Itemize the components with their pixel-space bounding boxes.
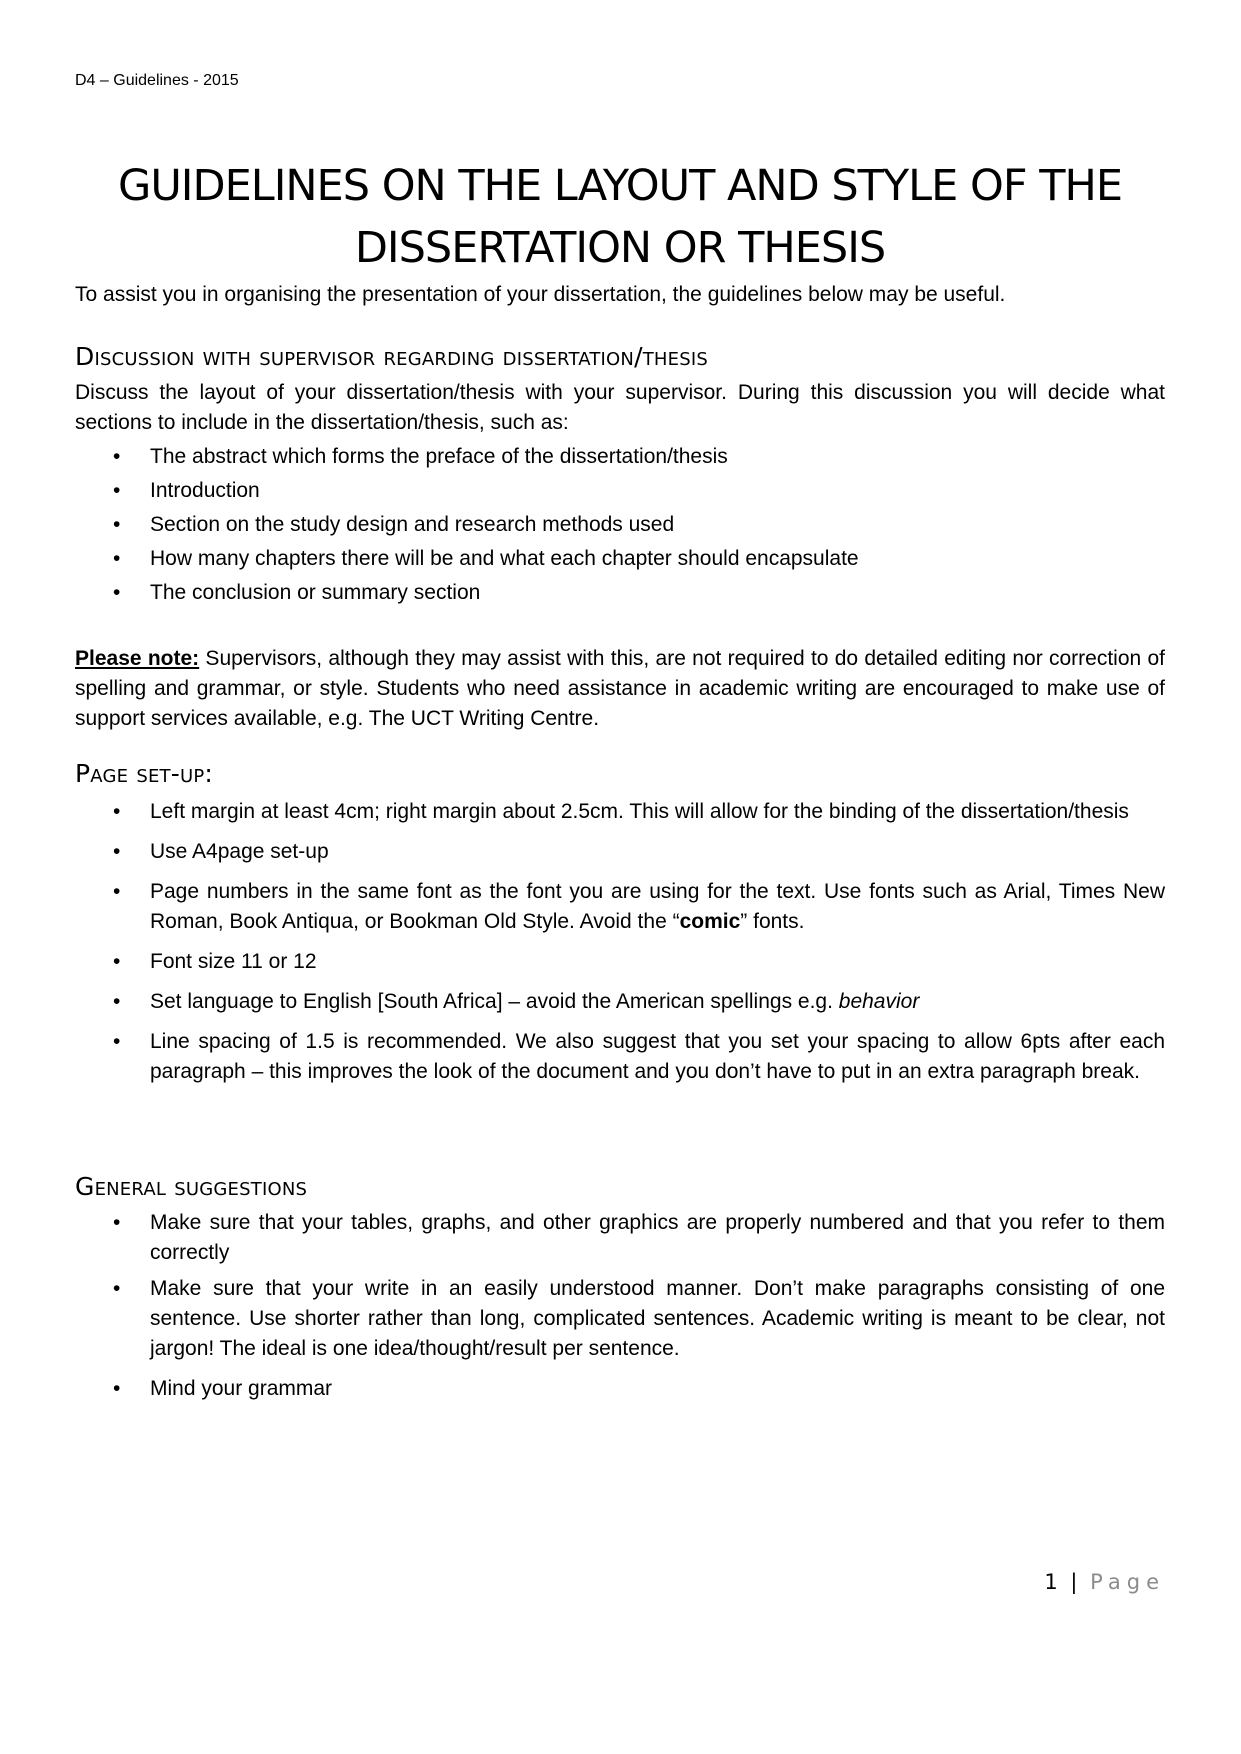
intro-paragraph: To assist you in organising the presentation of your dissertation, the guidelines below may be useful.: [75, 283, 1006, 306]
bullet-icon: •: [113, 445, 121, 468]
bullet-icon: •: [113, 1277, 121, 1300]
list-item: • Line spacing of 1.5 is recommended. We also suggest that you set your spacing to allow 6pts after each paragraph – this improves the look of the document and you don’t have to put in an extra paragraph break.: [75, 1027, 1165, 1087]
list-item: • Section on the study design and research methods used: [75, 510, 1165, 540]
page-setup-heading: Page set-up:: [75, 759, 214, 788]
document-header: D4 – Guidelines - 2015: [75, 72, 239, 89]
page-label: Page: [1090, 1570, 1165, 1594]
list-item: • The abstract which forms the preface of the dissertation/thesis: [75, 442, 1165, 472]
list-item: • Left margin at least 4cm; right margin about 2.5cm. This will allow for the binding of the dissertation/thesis: [75, 797, 1165, 827]
bullet-icon: •: [113, 1211, 121, 1234]
list-item: • Mind your grammar: [75, 1374, 1165, 1404]
note-label: Please note:: [75, 647, 200, 670]
page-setup-list: [75, 797, 1165, 1087]
discussion-section: [75, 340, 1165, 608]
page-number: 1: [1044, 1570, 1061, 1594]
bullet-icon: •: [113, 1030, 121, 1053]
bullet-icon: •: [113, 800, 121, 823]
list-item: • Introduction: [75, 476, 1165, 506]
bullet-icon: •: [113, 479, 121, 502]
note-text: Supervisors, although they may assist with this, are not required to do detailed editing nor correction of spelling and grammar, or style. Students who need assistance in academic writing are encouraged to make use of support services available, e.g. The UCT Writing Centre.: [75, 647, 1165, 730]
bullet-icon: •: [113, 1377, 121, 1400]
general-heading: General suggestions: [75, 1172, 308, 1201]
page-setup-section: [75, 757, 1165, 1087]
discussion-heading: Discussion with supervisor regarding dissertation/thesis: [75, 342, 708, 371]
document-title: [75, 155, 1165, 279]
bullet-icon: •: [113, 990, 121, 1013]
list-item: • Make sure that your write in an easily understood manner. Don’t make paragraphs consisting of one sentence. Use shorter rather than long, complicated sentences. Academic writing is meant to be clear, not jargon! The ideal is one idea/thought/result per sentence.: [75, 1274, 1165, 1364]
behavior-emphasis: behavior: [838, 990, 920, 1013]
note-paragraph: [75, 644, 1165, 734]
page-footer: [1044, 1570, 1165, 1594]
title-line-1: GUIDELINES ON THE LAYOUT AND STYLE OF THE: [118, 160, 1122, 211]
bullet-icon: •: [113, 581, 121, 604]
sections-list: [75, 442, 1165, 608]
bullet-icon: •: [113, 880, 121, 903]
list-item: • Make sure that your tables, graphs, and other graphics are properly numbered and that you refer to them correctly: [75, 1208, 1165, 1268]
title-line-2: DISSERTATION OR THESIS: [354, 222, 886, 273]
list-item: • The conclusion or summary section: [75, 578, 1165, 608]
bullet-icon: •: [113, 840, 121, 863]
bullet-icon: •: [113, 950, 121, 973]
bullet-icon: •: [113, 513, 121, 536]
footer-separator: |: [1070, 1570, 1081, 1594]
list-item: • Set language to English [South Africa] – avoid the American spellings e.g. behavior: [75, 987, 1165, 1017]
discussion-paragraph: Discuss the layout of your dissertation/thesis with your supervisor. During this discussion you will decide what sections to include in the dissertation/thesis, such as:: [75, 381, 1165, 434]
intro-block: [75, 280, 1165, 310]
list-item: • Page numbers in the same font as the font you are using for the text. Use fonts such as Arial, Times New Roman, Book Antiqua, or Bookman Old Style. Avoid the “comic” fonts.: [75, 877, 1165, 937]
list-item: • How many chapters there will be and what each chapter should encapsulate: [75, 544, 1165, 574]
note-block: [75, 644, 1165, 734]
bullet-icon: •: [113, 547, 121, 570]
list-item: • Font size 11 or 12: [75, 947, 1165, 977]
general-list: [75, 1208, 1165, 1404]
list-item: • Use A4page set-up: [75, 837, 1165, 867]
comic-emphasis: comic: [679, 910, 741, 933]
general-section: [75, 1170, 1165, 1404]
